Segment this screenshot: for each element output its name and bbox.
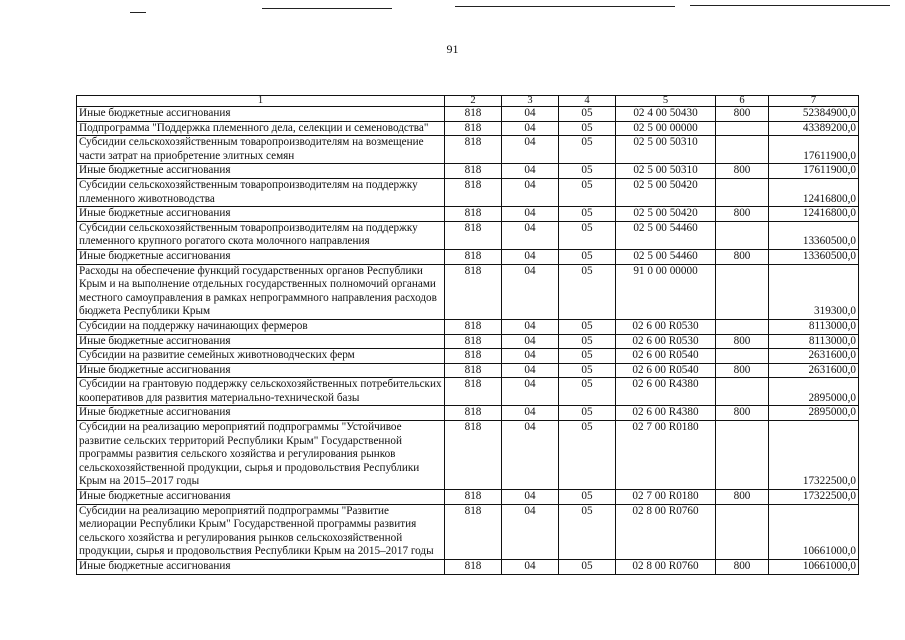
row-section-cell: 04: [502, 421, 559, 490]
table-row: [77, 406, 859, 421]
row-expense-type-cell: [716, 421, 769, 490]
row-target-article-cell: 02 5 00 50310: [616, 136, 716, 164]
row-expense-type-cell: [716, 264, 769, 319]
row-subsection-cell: 05: [559, 560, 616, 575]
row-code-cell: 818: [445, 249, 502, 264]
row-code-cell: 818: [445, 264, 502, 319]
header-cell: 1: [77, 96, 445, 107]
row-sum-cell: 17322500,0: [769, 421, 859, 490]
row-name-cell: Субсидии сельскохозяйственным товаропроизводителям на поддержку племенного крупного рогатого скота молочного направления: [77, 221, 445, 249]
row-name-cell: Иные бюджетные ассигнования: [77, 490, 445, 505]
row-target-article-cell: 02 5 00 00000: [616, 121, 716, 136]
row-code-cell: 818: [445, 349, 502, 364]
row-expense-type-cell: [716, 319, 769, 334]
row-target-article-cell: 02 6 00 R4380: [616, 406, 716, 421]
row-target-article-cell: 02 5 00 54460: [616, 221, 716, 249]
row-subsection-cell: 05: [559, 421, 616, 490]
table-row: [77, 334, 859, 349]
table-row: [77, 378, 859, 406]
table-row: [77, 107, 859, 122]
row-section-cell: 04: [502, 107, 559, 122]
row-sum-cell: 8113000,0: [769, 334, 859, 349]
table-row: [77, 319, 859, 334]
row-name-cell: Иные бюджетные ассигнования: [77, 107, 445, 122]
row-name-cell: Иные бюджетные ассигнования: [77, 363, 445, 378]
row-subsection-cell: 05: [559, 378, 616, 406]
row-target-article-cell: 02 8 00 R0760: [616, 560, 716, 575]
row-sum-cell: 13360500,0: [769, 249, 859, 264]
row-subsection-cell: 05: [559, 349, 616, 364]
row-sum-cell: 43389200,0: [769, 121, 859, 136]
row-section-cell: 04: [502, 560, 559, 575]
table-row: [77, 490, 859, 505]
row-target-article-cell: 02 4 00 50430: [616, 107, 716, 122]
row-target-article-cell: 02 7 00 R0180: [616, 421, 716, 490]
row-subsection-cell: 05: [559, 490, 616, 505]
scan-artifact-line: [262, 8, 392, 9]
row-name-cell: Субсидии на грантовую поддержку сельскохозяйственных потребительских кооперативов для развития материально-технической базы: [77, 378, 445, 406]
row-subsection-cell: 05: [559, 164, 616, 179]
row-subsection-cell: 05: [559, 178, 616, 206]
header-row: [77, 96, 859, 107]
row-expense-type-cell: [716, 136, 769, 164]
header-cell: 7: [769, 96, 859, 107]
row-code-cell: 818: [445, 504, 502, 559]
row-expense-type-cell: [716, 121, 769, 136]
row-subsection-cell: 05: [559, 207, 616, 222]
row-name-cell: Субсидии на развитие семейных животноводческих ферм: [77, 349, 445, 364]
table-row: [77, 264, 859, 319]
row-name-cell: Иные бюджетные ассигнования: [77, 249, 445, 264]
row-name-cell: Иные бюджетные ассигнования: [77, 164, 445, 179]
scan-artifact-line: [455, 6, 675, 7]
row-expense-type-cell: [716, 178, 769, 206]
row-section-cell: 04: [502, 334, 559, 349]
table-row: [77, 164, 859, 179]
table-row: [77, 504, 859, 559]
row-subsection-cell: 05: [559, 136, 616, 164]
table-row: [77, 249, 859, 264]
row-name-cell: Иные бюджетные ассигнования: [77, 334, 445, 349]
row-expense-type-cell: 800: [716, 249, 769, 264]
row-code-cell: 818: [445, 334, 502, 349]
row-sum-cell: 10661000,0: [769, 560, 859, 575]
row-expense-type-cell: 800: [716, 406, 769, 421]
row-subsection-cell: 05: [559, 221, 616, 249]
row-section-cell: 04: [502, 207, 559, 222]
row-sum-cell: 52384900,0: [769, 107, 859, 122]
row-expense-type-cell: 800: [716, 207, 769, 222]
row-section-cell: 04: [502, 264, 559, 319]
row-target-article-cell: 91 0 00 00000: [616, 264, 716, 319]
row-expense-type-cell: 800: [716, 363, 769, 378]
row-subsection-cell: 05: [559, 264, 616, 319]
header-cell: 4: [559, 96, 616, 107]
row-target-article-cell: 02 7 00 R0180: [616, 490, 716, 505]
table-row: [77, 221, 859, 249]
row-section-cell: 04: [502, 504, 559, 559]
row-subsection-cell: 05: [559, 107, 616, 122]
row-sum-cell: 12416800,0: [769, 207, 859, 222]
row-code-cell: 818: [445, 490, 502, 505]
row-section-cell: 04: [502, 378, 559, 406]
row-target-article-cell: 02 5 00 50420: [616, 207, 716, 222]
row-name-cell: Субсидии на реализацию мероприятий подпрограммы "Развитие мелиорации Республики Крым" Государственной программы развития сельского хозяйства и регулирования рынков сельскохозяйственной продукции, сырья и продовольствия Республики Крым на 2015–2017 годы: [77, 504, 445, 559]
table-row: [77, 560, 859, 575]
row-sum-cell: 319300,0: [769, 264, 859, 319]
row-expense-type-cell: 800: [716, 107, 769, 122]
row-sum-cell: 2631600,0: [769, 349, 859, 364]
header-cell: 6: [716, 96, 769, 107]
row-section-cell: 04: [502, 164, 559, 179]
row-subsection-cell: 05: [559, 334, 616, 349]
table-row: [77, 421, 859, 490]
row-section-cell: 04: [502, 406, 559, 421]
row-sum-cell: 2895000,0: [769, 378, 859, 406]
row-name-cell: Подпрограмма "Поддержка племенного дела, селекции и семеноводства": [77, 121, 445, 136]
row-target-article-cell: 02 5 00 54460: [616, 249, 716, 264]
row-subsection-cell: 05: [559, 406, 616, 421]
row-name-cell: Иные бюджетные ассигнования: [77, 560, 445, 575]
row-name-cell: Субсидии сельскохозяйственным товаропроизводителям на поддержку племенного животноводства: [77, 178, 445, 206]
row-name-cell: Субсидии сельскохозяйственным товаропроизводителям на возмещение части затрат на приобретение элитных семян: [77, 136, 445, 164]
row-target-article-cell: 02 8 00 R0760: [616, 504, 716, 559]
row-expense-type-cell: 800: [716, 490, 769, 505]
row-target-article-cell: 02 5 00 50310: [616, 164, 716, 179]
row-expense-type-cell: 800: [716, 164, 769, 179]
row-subsection-cell: 05: [559, 249, 616, 264]
row-section-cell: 04: [502, 319, 559, 334]
row-target-article-cell: 02 6 00 R4380: [616, 378, 716, 406]
row-sum-cell: 17322500,0: [769, 490, 859, 505]
row-subsection-cell: 05: [559, 319, 616, 334]
row-subsection-cell: 05: [559, 363, 616, 378]
row-target-article-cell: 02 6 00 R0540: [616, 349, 716, 364]
row-code-cell: 818: [445, 421, 502, 490]
row-subsection-cell: 05: [559, 121, 616, 136]
table-row: [77, 349, 859, 364]
row-section-cell: 04: [502, 490, 559, 505]
row-sum-cell: 12416800,0: [769, 178, 859, 206]
row-expense-type-cell: [716, 504, 769, 559]
row-sum-cell: 2631600,0: [769, 363, 859, 378]
row-expense-type-cell: [716, 378, 769, 406]
row-name-cell: Субсидии на поддержку начинающих фермеров: [77, 319, 445, 334]
row-name-cell: Иные бюджетные ассигнования: [77, 406, 445, 421]
row-code-cell: 818: [445, 319, 502, 334]
row-section-cell: 04: [502, 136, 559, 164]
row-name-cell: Иные бюджетные ассигнования: [77, 207, 445, 222]
scan-artifact-line: [130, 12, 146, 13]
row-section-cell: 04: [502, 249, 559, 264]
row-code-cell: 818: [445, 121, 502, 136]
row-expense-type-cell: 800: [716, 334, 769, 349]
row-code-cell: 818: [445, 207, 502, 222]
row-name-cell: Субсидии на реализацию мероприятий подпрограммы "Устойчивое развитие сельских территорий Республики Крым" Государственной программы развития сельского хозяйства и регулирования рынков сельскохозяйственной продукции, сырья и продовольствия Республики Крым на 2015–2017 годы: [77, 421, 445, 490]
row-subsection-cell: 05: [559, 504, 616, 559]
header-cell: 5: [616, 96, 716, 107]
row-target-article-cell: 02 6 00 R0530: [616, 319, 716, 334]
scan-artifact-line: [690, 5, 890, 6]
row-sum-cell: 10661000,0: [769, 504, 859, 559]
table-row: [77, 207, 859, 222]
row-code-cell: 818: [445, 178, 502, 206]
row-expense-type-cell: [716, 349, 769, 364]
row-code-cell: 818: [445, 107, 502, 122]
table-row: [77, 363, 859, 378]
row-expense-type-cell: 800: [716, 560, 769, 575]
row-code-cell: 818: [445, 406, 502, 421]
row-sum-cell: 17611900,0: [769, 164, 859, 179]
header-cell: 2: [445, 96, 502, 107]
row-name-cell: Расходы на обеспечение функций государственных органов Республики Крым и на выполнение отдельных государственных полномочий органами местного самоуправления в рамках непрограммного направления расходов бюджета Республики Крым: [77, 264, 445, 319]
row-target-article-cell: 02 6 00 R0530: [616, 334, 716, 349]
table-row: [77, 178, 859, 206]
row-sum-cell: 17611900,0: [769, 136, 859, 164]
row-sum-cell: 13360500,0: [769, 221, 859, 249]
row-section-cell: 04: [502, 349, 559, 364]
row-code-cell: 818: [445, 363, 502, 378]
page-number: 91: [446, 42, 459, 56]
row-code-cell: 818: [445, 378, 502, 406]
row-code-cell: 818: [445, 136, 502, 164]
row-sum-cell: 2895000,0: [769, 406, 859, 421]
row-sum-cell: 8113000,0: [769, 319, 859, 334]
row-expense-type-cell: [716, 221, 769, 249]
row-section-cell: 04: [502, 363, 559, 378]
row-code-cell: 818: [445, 221, 502, 249]
row-target-article-cell: 02 6 00 R0540: [616, 363, 716, 378]
row-section-cell: 04: [502, 178, 559, 206]
row-code-cell: 818: [445, 560, 502, 575]
budget-table: [76, 95, 859, 575]
row-section-cell: 04: [502, 121, 559, 136]
row-target-article-cell: 02 5 00 50420: [616, 178, 716, 206]
table-row: [77, 121, 859, 136]
header-cell: 3: [502, 96, 559, 107]
row-code-cell: 818: [445, 164, 502, 179]
row-section-cell: 04: [502, 221, 559, 249]
table-row: [77, 136, 859, 164]
